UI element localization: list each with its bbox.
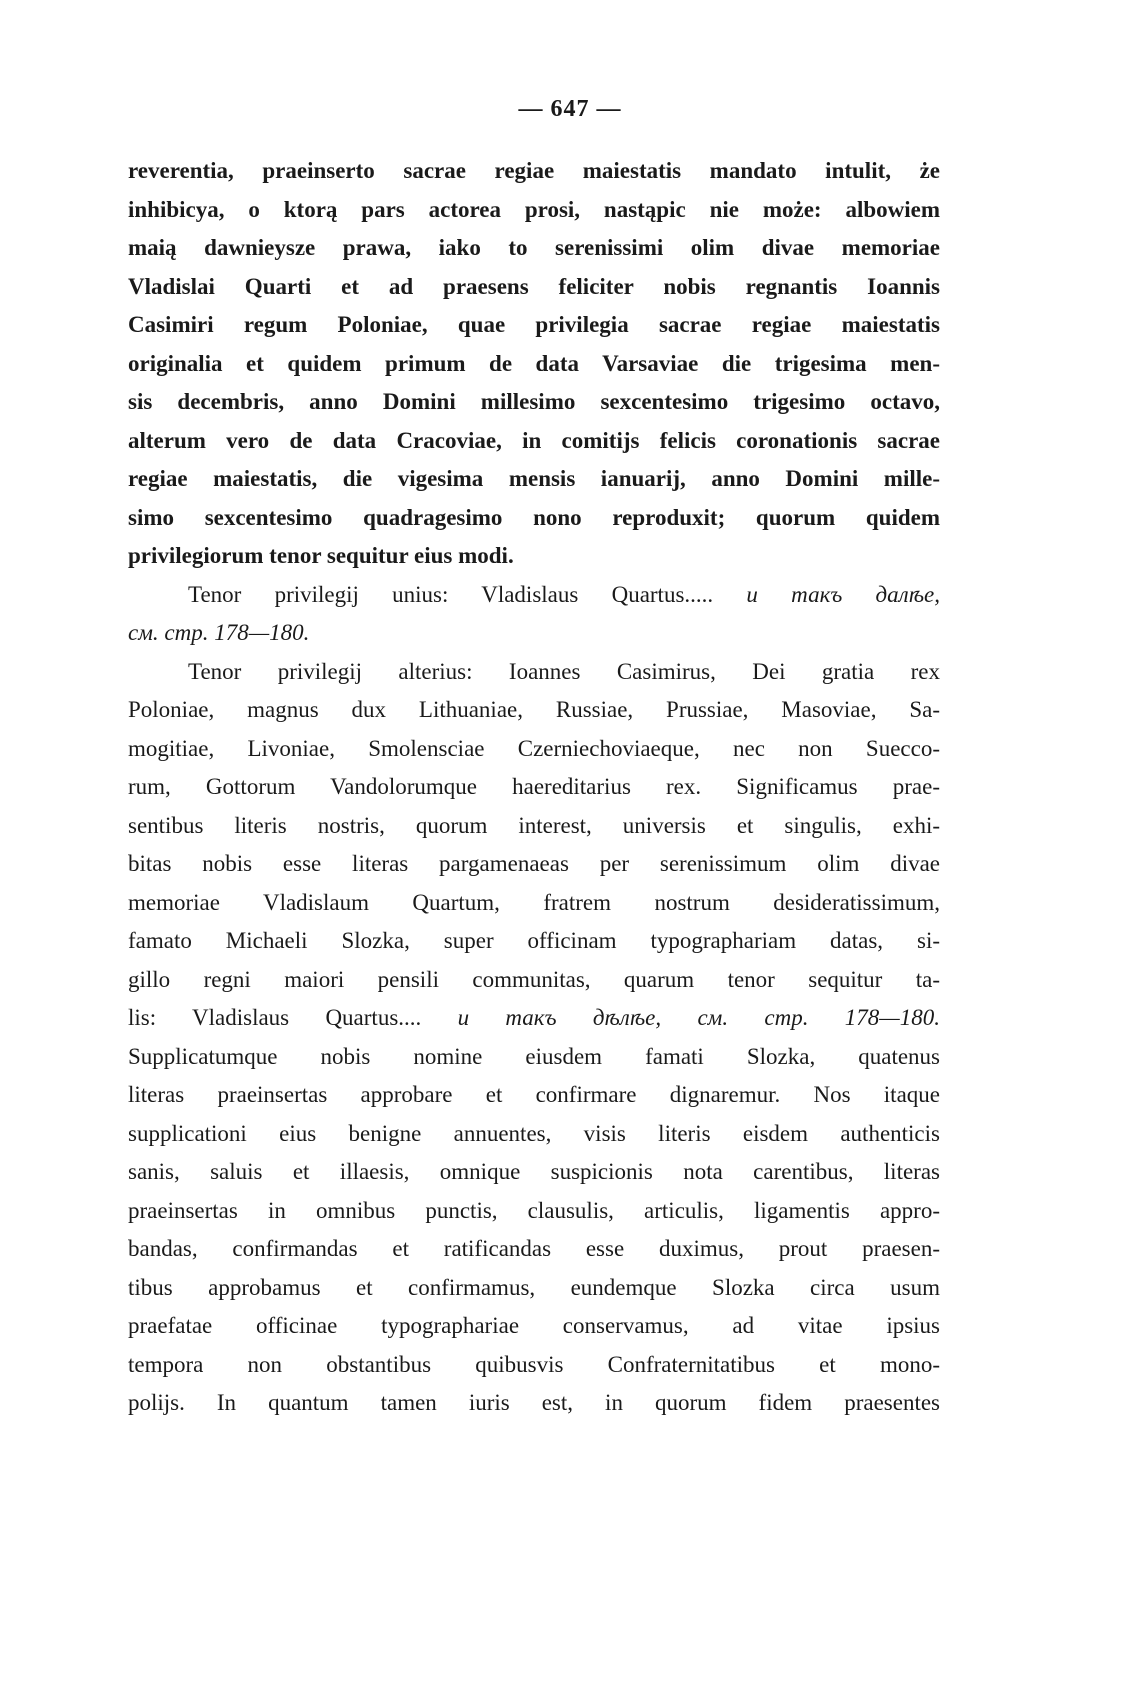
line-text: literas praeinsertas approbare et confirmare dignaremur. Nos itaque	[128, 1082, 940, 1107]
line-text: sanis, saluis et illaesis, omnique suspicionis nota carentibus, literas	[128, 1159, 940, 1184]
line-text: sis decembris, anno Domini millesimo sexcentesimo trigesimo octavo,	[128, 389, 940, 414]
text-line	[128, 730, 940, 769]
line-text: praefatae officinae typographariae conservamus, ad vitae ipsius	[128, 1313, 940, 1338]
line-text: famato Michaeli Slozka, super officinam typographariam datas, si-	[128, 928, 940, 953]
text-line	[128, 1307, 940, 1346]
line-text: bandas, confirmandas et ratificandas esse duximus, prout praesen-	[128, 1236, 940, 1261]
text-line	[128, 922, 940, 961]
text-line	[128, 807, 940, 846]
text-line	[128, 576, 940, 615]
text-line	[128, 961, 940, 1000]
line-text: tibus approbamus et confirmamus, eundemque Slozka circa usum	[128, 1274, 940, 1300]
text-line	[128, 1076, 940, 1115]
line-text: gillo regni maiori pensili communitas, quarum tenor sequitur ta-	[128, 966, 940, 992]
line-text: reverentia, praeinserto sacrae regiae maiestatis mandato intulit, że	[128, 158, 940, 183]
text-line	[128, 884, 940, 923]
line-text: praeinsertas in omnibus punctis, clausulis, articulis, ligamentis appro-	[128, 1197, 940, 1223]
body-text	[128, 152, 940, 1423]
line-text: rum, Gottorum Vandolorumque haereditarius rex. Significamus prae-	[128, 774, 940, 799]
line-text: supplicationi eius benigne annuentes, visis literis eisdem authenticis	[128, 1120, 940, 1146]
text-line	[128, 999, 940, 1038]
text-line	[128, 845, 940, 884]
line-text: inhibicya, o ktorą pars actorea prosi, nastąpic nie może: albowiem	[128, 196, 940, 222]
text-line	[128, 1230, 940, 1269]
text-line	[128, 268, 940, 307]
line-text: Casimiri regum Poloniae, quae privilegia sacrae regiae maiestatis	[128, 312, 940, 337]
text-line	[128, 1153, 940, 1192]
text-line	[128, 460, 940, 499]
text-line	[128, 768, 940, 807]
text-line	[128, 345, 940, 384]
text-line	[128, 1269, 940, 1308]
text-line	[128, 653, 940, 692]
cross-reference-note: и такъ далѣе,	[746, 581, 940, 607]
text-line	[128, 1038, 940, 1077]
text-line	[128, 383, 940, 422]
line-text: originalia et quidem primum de data Varsaviae die trigesima men-	[128, 350, 940, 376]
line-text: alterum vero de data Cracoviae, in comitijs felicis coronationis sacrae	[128, 427, 940, 453]
text-line	[128, 306, 940, 345]
line-text: tempora non obstantibus quibusvis Confraternitatibus et mono-	[128, 1351, 940, 1377]
text-line	[128, 614, 940, 653]
text-line	[128, 152, 940, 191]
text-line	[128, 229, 940, 268]
line-text: memoriae Vladislaum Quartum, fratrem nostrum desideratissimum,	[128, 889, 940, 915]
text-line	[128, 1346, 940, 1385]
page-number: — 647 —	[518, 96, 622, 122]
cross-reference-note: см. стр. 178—180.	[128, 620, 310, 645]
cross-reference-note: и такъ дѣлѣе, см. стр. 178—180.	[457, 1005, 940, 1030]
line-text: Tenor privilegij alterius: Ioannes Casimirus, Dei gratia rex	[188, 658, 940, 684]
text-line	[128, 537, 940, 576]
line-text: Vladislai Quarti et ad praesens feliciter nobis regnantis Ioannis	[128, 273, 940, 299]
line-text: sentibus literis nostris, quorum interest, universis et singulis, exhi-	[128, 812, 940, 838]
text-line	[128, 1192, 940, 1231]
line-text: Poloniae, magnus dux Lithuaniae, Russiae, Prussiae, Masoviae, Sa-	[128, 697, 940, 722]
line-text: bitas nobis esse literas pargamenaeas per serenissimum olim divae	[128, 851, 940, 876]
line-text: Supplicatumque nobis nomine eiusdem famati Slozka, quatenus	[128, 1043, 940, 1069]
text-line	[128, 1115, 940, 1154]
line-text: simo sexcentesimo quadragesimo nono reproduxit; quorum quidem	[128, 504, 940, 530]
line-text: mogitiae, Livoniae, Smolensciae Czerniechoviaeque, nec non Suecco-	[128, 735, 940, 761]
text-line	[128, 691, 940, 730]
line-text: regiae maiestatis, die vigesima mensis ianuarij, anno Domini mille-	[128, 466, 940, 491]
text-line	[128, 422, 940, 461]
text-line	[128, 499, 940, 538]
text-line	[128, 191, 940, 230]
line-text: polijs. In quantum tamen iuris est, in quorum fidem praesentes	[128, 1390, 940, 1415]
line-text: maią dawnieysze prawa, iako to serenissimi olim divae memoriae	[128, 235, 940, 260]
line-text: privilegiorum tenor sequitur eius modi.	[128, 543, 514, 568]
text-line	[128, 1384, 940, 1423]
line-text: lis: Vladislaus Quartus....	[128, 1005, 458, 1030]
line-text: Tenor privilegij unius: Vladislaus Quartus.....	[188, 581, 747, 607]
